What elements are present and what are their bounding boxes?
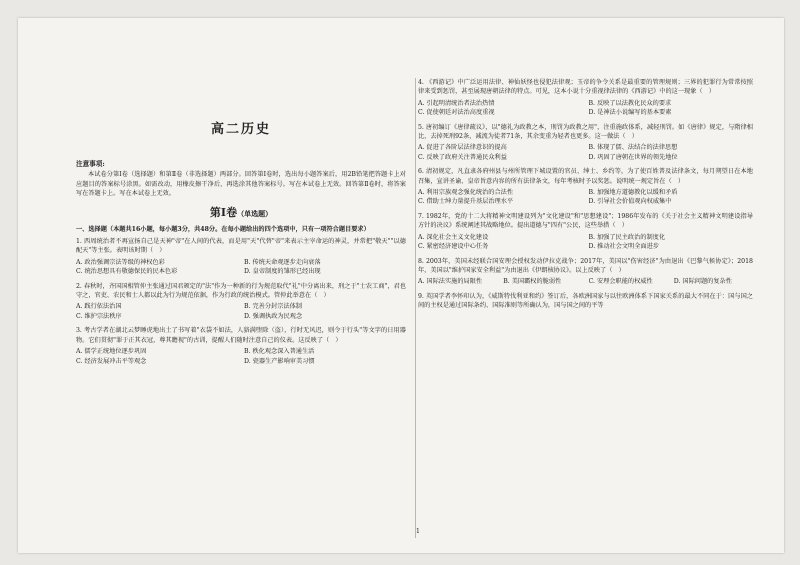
left-column	[76, 78, 406, 371]
section-title: 第Ⅰ卷	[209, 205, 238, 219]
exam-sheet	[18, 18, 784, 553]
section-heading	[76, 206, 406, 220]
question-stem: 5. 唐初编订《唐律疏议》，以"德礼为政教之本，刑罚为政教之用"，注重施政体系，减轻刑罚。如《唐律》规定，与隋律相比，去掉死刑92条，减流为徒者71条，其余变重为轻者也更多。这一做法（ ）	[418, 123, 753, 141]
option-d: D. 强调执政为民观念	[244, 312, 303, 320]
option-c: C. 经济发展冲击平等观念	[76, 357, 147, 365]
question-options	[76, 302, 406, 321]
question-1	[76, 237, 406, 277]
question-7	[418, 212, 753, 252]
question-stem: 6. 清初规定，凡直隶各府州县与州所管理下城设置的官员、绅士、乡约等，为了使百姓普及法律条文，每月朔望日在本地召集，宣讲圣谕、皇帝旨意内容的所有法律条文，每年考核时予以奖惩。说明统一规定旨在（ ）	[418, 168, 753, 185]
question-stem: 8. 2003年，美国未经联合国安理会授权发动伊拉克战争；2017年，美国以"伤害经济"为由退出《巴黎气候协定》；2018年，美国以"维护国家安全利益"为由退出《伊朗核协议》。以上反映了（ ）	[418, 257, 753, 274]
question-3	[76, 326, 406, 366]
option-d: D. 推动社会文明全面进步	[588, 243, 660, 251]
option-d: D. 国际问题的复杂性	[673, 278, 732, 286]
question-options	[418, 188, 753, 207]
question-stem: 1. 西周统治者不再宣扬自己是天神"帝"在人间的代表，而是用"天"代替"帝"来表示主宰命运的神灵，并常把"敬天""以德配天"等主张。表明该时期（ ）	[76, 238, 406, 255]
page-title: 高二历史	[210, 122, 271, 137]
option-a: A. 儒学正统地位逐步巩固	[76, 348, 147, 356]
option-a: A. 践行依法治国	[76, 303, 122, 311]
option-a: A. 利用宗族观念强化统治的合法性	[418, 189, 514, 197]
question-stem: 2. 春秋时，齐国国相管仲主张通过国君颁定的"法"作为一种新的行为规范取代"礼"中分离出来，刑之于"士农工商"，君也守之，官吏、农民和士人都以此为行为规范依据，作为行政的统治模式。管仲此举意在（ ）	[76, 282, 406, 300]
option-b: B. 美国霸权的脆弱性	[503, 278, 562, 286]
question-2	[76, 282, 406, 322]
section-instruction: 一、选择题（本题共16小题，每小题3分，共48分。在每小题给出的四个选项中，只有一项符合题目要求）	[76, 225, 370, 233]
option-c: C. 维护宗法秩序	[76, 312, 122, 320]
option-c: C. 统治思想具有敬德保民的民本色彩	[76, 268, 178, 276]
option-b: B. 加强地方道德教化以缓和矛盾	[588, 189, 678, 197]
option-b: B. 体现了儒、法结合的法律思想	[588, 144, 678, 152]
option-a: A. 促进了各阶层法律意识的提高	[418, 144, 507, 152]
option-b: B. 加强了民主政治的制度化	[588, 233, 666, 241]
option-c: C. 促使朝廷对法治高度重视	[418, 109, 495, 117]
option-c: C. 紧密经济建设中心任务	[418, 243, 489, 251]
page-number: 1	[416, 528, 420, 535]
option-b: B. 传统天命观逐步走向衰落	[244, 258, 321, 266]
option-d: D. 巩固了唐朝在世界的领先地位	[588, 153, 678, 161]
option-a: A. 政治强调宗法等级的神权色彩	[76, 258, 165, 266]
question-options	[418, 143, 753, 162]
option-d: D. 是神法小说编写的基本要素	[588, 109, 672, 117]
option-c: C. 借助士绅力量提升基层治理水平	[418, 198, 514, 206]
question-stem: 7. 1982年，党的十二大将精神文明建设列为"文化建设"和"思想建设"；1986年发布的《关于社会主义精神文明建设指导方针的决议》系统阐述其战略地位。提出道德与"四有"公民，这些举措（ ）	[418, 212, 753, 230]
question-options	[418, 277, 753, 286]
option-d: D. 瓷器生产影响审美习惯	[244, 357, 315, 365]
option-d: D. 皇帝制度的雏形已经出现	[244, 268, 321, 276]
question-stem: 4. 《西游记》中广泛运用法律、神仙妖怪也侵犯法律观；玉帝的争令关系是最重要的管理规则；三界的犯罪行为常常按照律来受到惩罚，甚至展现唐朝法律的特点。可见，这本小说十分重视律法律的《西游记》中的这一现象（ ）	[418, 79, 753, 96]
option-c: C. 安理会职能的权威性	[588, 278, 653, 286]
option-b: B. 完善分封宗法体制	[244, 303, 302, 311]
column-divider	[415, 78, 416, 538]
option-a: A. 国际法实施的局限性	[418, 278, 483, 286]
question-5	[418, 123, 753, 163]
question-6	[418, 167, 753, 207]
option-d: D. 引导社会价值观向权威集中	[588, 198, 672, 206]
notice-body: 本试卷分第Ⅰ卷（选择题）和第Ⅱ卷（非选择题）两部分。回答第Ⅰ卷时，选出每小题答案后，用2B铅笔把答题卡上对应题目的答案标号涂黑。如需改动，用橡皮擦干净后，再选涂其他答案标号。写在本试卷上无效。回答第Ⅱ卷时，将答案写在答题卡上。写在本试卷上无效。	[76, 171, 406, 198]
section-subtitle: （单选题）	[237, 208, 273, 218]
notice-heading: 注意事项:	[76, 160, 105, 168]
question-options	[418, 233, 753, 252]
question-9	[418, 292, 753, 311]
option-c: C. 反映了政府关注普通民众利益	[418, 153, 507, 161]
question-options	[76, 347, 406, 366]
option-b: B. 反映了以法教化民众的要求	[588, 99, 672, 107]
option-a: A. 深化社会主义文化建设	[418, 233, 489, 241]
question-stem: 3. 考古学者在湖北云梦睡虎地出土了书写着"衣袋不如法，人貉满堕除（盗），行时无风迟，则令于行头"等文字的日用器物。它们贯彻"罪于正其衣冠，尊其瞻视"的古训，提醒人们随时注意自己的仪表。这反映了（ ）	[76, 327, 406, 344]
option-b: B. 秩化观念深入普通生活	[244, 348, 315, 356]
option-a: A. 引起明清统治者法治热情	[418, 99, 495, 107]
question-8	[418, 257, 753, 287]
question-stem: 9. 英国学者李怀印认为，《威斯特伐利亚和约》签订后，各欧洲国家与以往欧洲体系下国家关系的最大不同在于：国与国之间的主权是通过国际条约、国际准则等所确认为，国与国之间的平等	[418, 292, 753, 310]
right-column	[418, 78, 753, 312]
question-options	[418, 99, 753, 118]
question-4	[418, 78, 753, 118]
question-options	[76, 258, 406, 277]
